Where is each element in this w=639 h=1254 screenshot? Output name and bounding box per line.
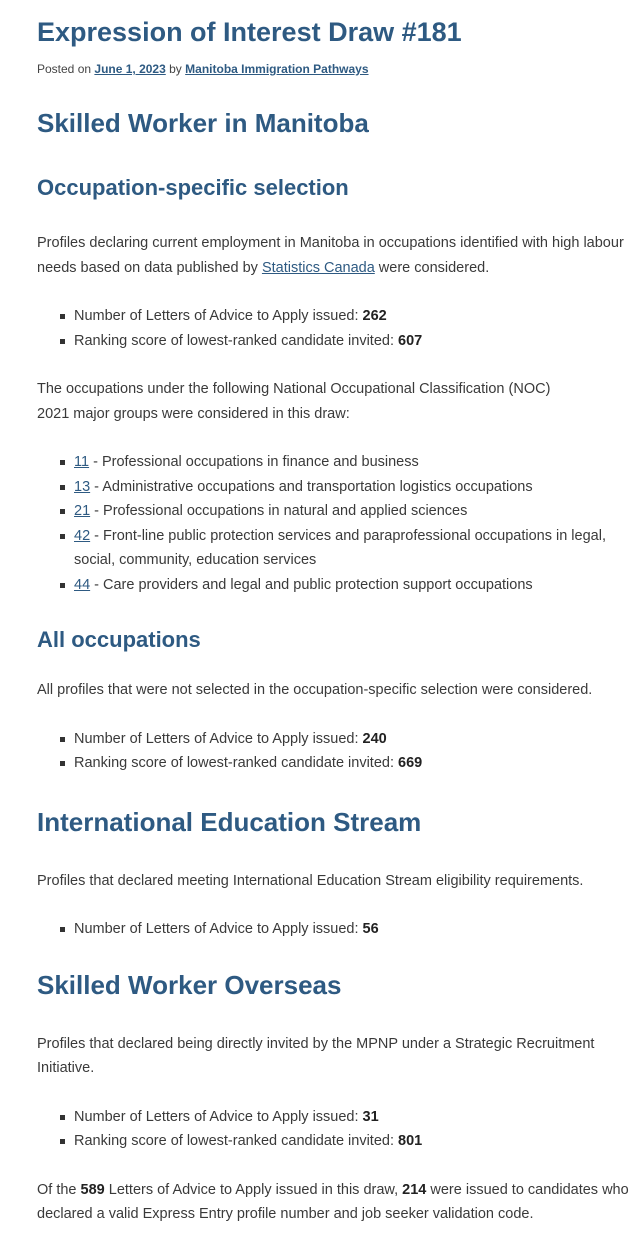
statistics-canada-link[interactable]: Statistics Canada	[261, 259, 375, 276]
noc-desc: - Professional occupations in finance and business	[89, 454, 419, 470]
list-item	[74, 475, 639, 500]
loas-label: Number of Letters of Advice to Apply issued:	[74, 1108, 363, 1125]
score-value: 669	[398, 755, 423, 771]
noc-link-44[interactable]: 44	[74, 576, 91, 593]
noc-link-11[interactable]: 11	[74, 454, 90, 470]
list-item	[74, 450, 639, 475]
list-item	[74, 304, 639, 329]
international-education-stats	[37, 917, 639, 942]
by-label: by	[169, 62, 182, 76]
loas-value: 56	[362, 921, 379, 937]
list-item	[74, 499, 639, 524]
occupation-specific-stats	[37, 304, 639, 353]
noc-link-21[interactable]: 21	[74, 503, 91, 519]
page-title: Expression of Interest Draw #181	[37, 17, 462, 47]
heading-skilled-worker-overseas: Skilled Worker Overseas	[37, 969, 342, 1000]
noc-desc: - Care providers and legal and public protection support occupations	[90, 576, 533, 593]
noc-desc: - Front-line public protection services and paraprofessional occupations in legal, social, community, education services	[74, 527, 606, 568]
loas-value: 31	[362, 1108, 379, 1125]
loas-label: Number of Letters of Advice to Apply issued:	[74, 921, 363, 937]
list-item	[74, 573, 639, 598]
list-item	[74, 917, 639, 942]
summary-express-count: 214	[402, 1181, 427, 1198]
post-date-link[interactable]: June 1, 2023	[94, 62, 166, 76]
heading-skilled-worker-manitoba: Skilled Worker in Manitoba	[37, 108, 369, 138]
international-education-intro: Profiles that declared meeting International Education Stream eligibility requirements.	[37, 872, 584, 889]
skilled-worker-overseas-stats	[37, 1105, 639, 1154]
noc-link-42[interactable]: 42	[74, 527, 91, 544]
all-occupations-intro: All profiles that were not selected in the occupation-specific selection were considered.	[37, 682, 593, 698]
list-item	[74, 329, 639, 354]
list-item	[74, 1129, 639, 1154]
summary-text: Of the	[37, 1181, 81, 1198]
noc-desc: - Administrative occupations and transportation logistics occupations	[90, 478, 533, 495]
noc-intro: The occupations under the following National Occupational Classification (NOC) 2021 major groups were considered in this draw:	[37, 381, 551, 422]
loas-value: 262	[362, 308, 387, 324]
heading-all-occupations: All occupations	[37, 627, 201, 652]
list-item	[74, 727, 639, 752]
skilled-worker-overseas-intro: Profiles that declared being directly invited by the MPNP under a Strategic Recruitment Initiative.	[37, 1035, 595, 1076]
score-label: Ranking score of lowest-ranked candidate invited:	[74, 755, 399, 771]
author-link[interactable]: Manitoba Immigration Pathways	[185, 62, 369, 76]
heading-international-education: International Education Stream	[37, 806, 422, 837]
score-label: Ranking score of lowest-ranked candidate invited:	[74, 1133, 399, 1149]
score-label: Ranking score of lowest-ranked candidate invited:	[74, 332, 399, 349]
intro-text: Profiles declaring current employment in Manitoba in occupations identified with high labour needs based on data published by	[37, 235, 624, 276]
heading-occupation-specific: Occupation-specific selection	[37, 175, 349, 200]
noc-groups-list	[37, 450, 639, 597]
loas-label: Number of Letters of Advice to Apply issued:	[74, 308, 363, 324]
draw-summary	[37, 1178, 639, 1227]
summary-text: were issued to candidates who declared a valid Express Entry profile number and job seeker validation code.	[37, 1181, 629, 1222]
loas-value: 240	[362, 730, 387, 747]
loas-label: Number of Letters of Advice to Apply issued:	[74, 730, 363, 747]
summary-total: 589	[80, 1181, 105, 1198]
intro-text-end: were considered.	[374, 259, 490, 276]
summary-text: Letters of Advice to Apply issued in this draw,	[104, 1181, 403, 1198]
post-meta	[37, 61, 639, 77]
list-item	[74, 524, 639, 573]
list-item	[74, 751, 639, 776]
noc-link-13[interactable]: 13	[74, 478, 91, 495]
occupation-specific-intro	[37, 231, 639, 280]
score-value: 801	[398, 1133, 423, 1149]
posted-on-label: Posted on	[37, 62, 92, 76]
all-occupations-stats	[37, 727, 639, 776]
list-item	[74, 1105, 639, 1130]
noc-desc: - Professional occupations in natural and applied sciences	[90, 503, 468, 519]
score-value: 607	[398, 332, 423, 349]
